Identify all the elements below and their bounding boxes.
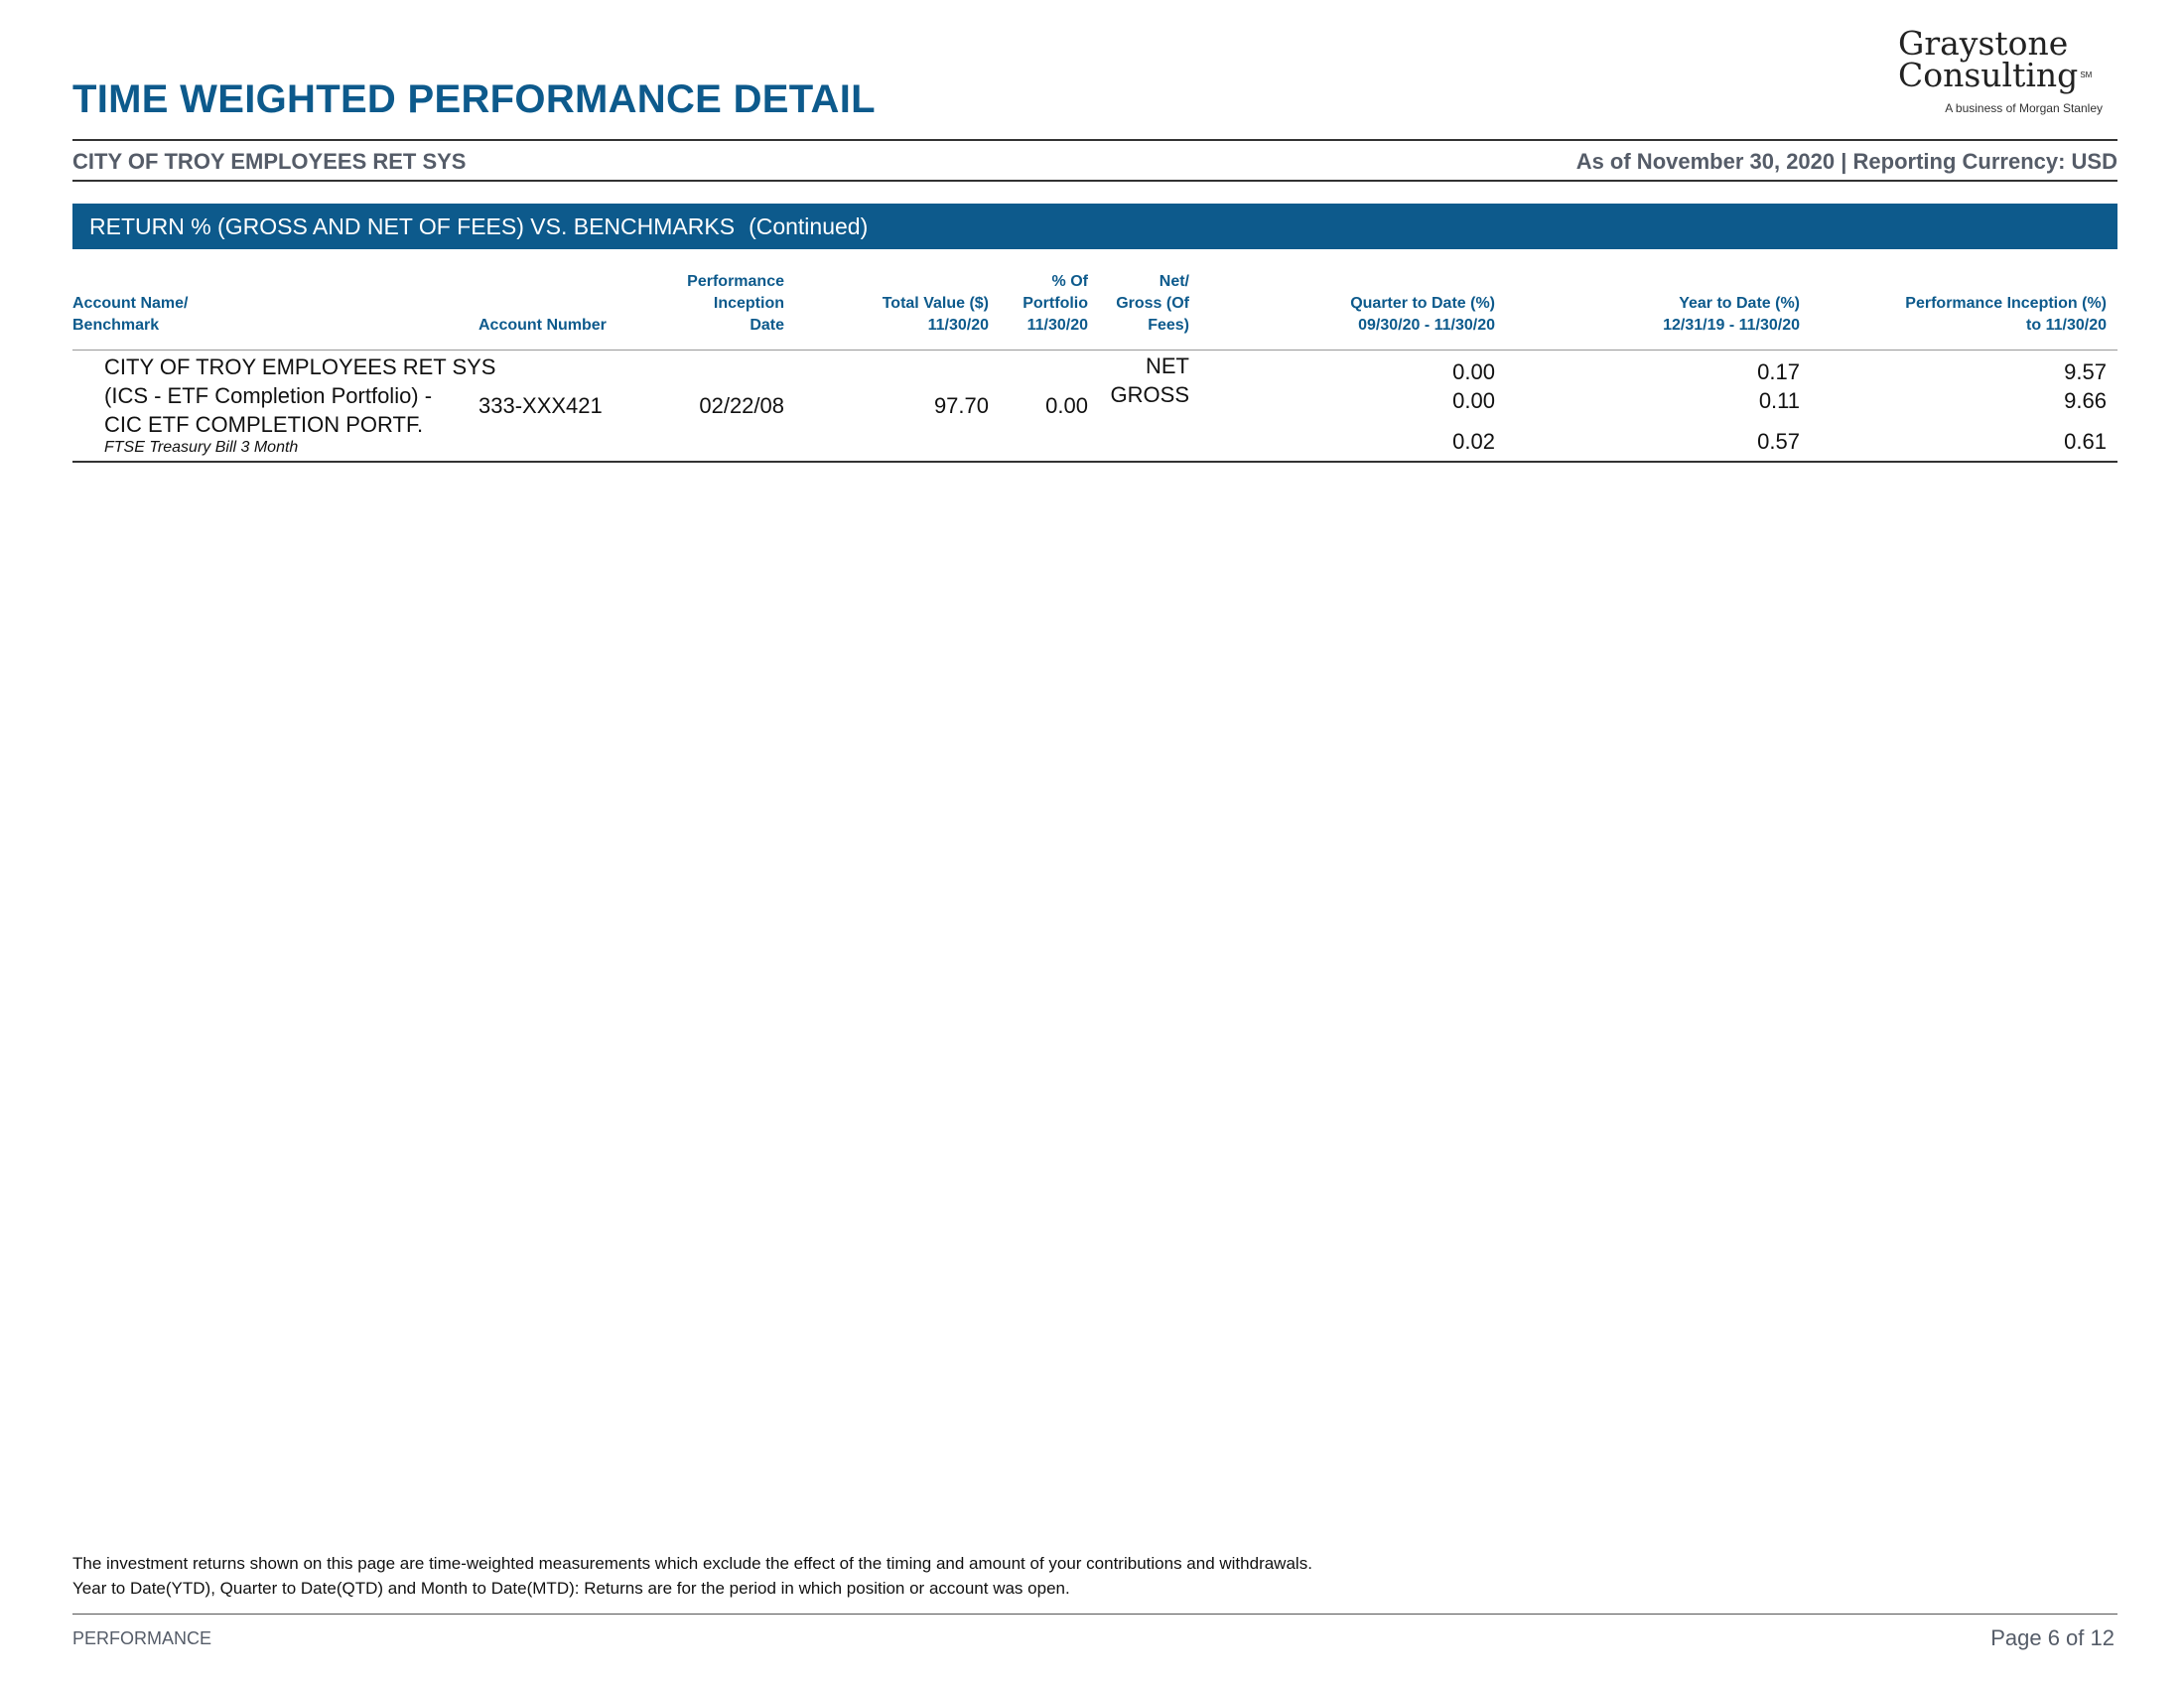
net-inception: 9.57: [2064, 359, 2107, 384]
section-title: RETURN % (GROSS AND NET OF FEES) VS. BENCHMARKS: [89, 213, 736, 239]
col-header-line: Gross (Of: [1116, 295, 1189, 312]
col-header-line: Total Value ($): [882, 295, 989, 312]
gross-qtd: 0.00: [1452, 388, 1495, 413]
col-header-total-value: [883, 293, 989, 337]
col-header-account-number: Account Number: [478, 317, 607, 334]
footer-section: PERFORMANCE: [72, 1628, 212, 1648]
benchmark-qtd: 0.02: [1452, 429, 1495, 454]
account-name-line: CITY OF TROY EMPLOYEES RET SYS: [104, 354, 496, 379]
col-header-pct-portfolio: [1023, 271, 1088, 337]
graystone-logo: [1896, 24, 2115, 115]
benchmark-ytd: 0.57: [1757, 429, 1800, 454]
header-rule-top: [72, 139, 2117, 141]
col-header-line: 11/30/20: [927, 317, 989, 334]
section-continued: (Continued): [749, 213, 869, 239]
col-header-inception-date: [687, 271, 784, 337]
col-header-inception-pct: [1905, 293, 2107, 337]
col-header-line: 12/31/19 - 11/30/20: [1663, 317, 1800, 334]
col-header-line: Year to Date (%): [1679, 295, 1800, 312]
col-header-qtd: [1350, 293, 1495, 337]
page-number: Page 6 of 12: [1990, 1625, 2115, 1650]
col-header-line: 09/30/20 - 11/30/20: [1358, 317, 1495, 334]
subheader: [72, 146, 2117, 178]
col-header-net-gross: [1116, 271, 1189, 337]
col-header-line: Fees): [1148, 317, 1189, 334]
pct-portfolio: 0.00: [1045, 393, 1088, 418]
logo-service-mark: SM: [2080, 70, 2093, 79]
col-header-line: Net/: [1159, 273, 1189, 290]
gross-inception: 9.66: [2064, 388, 2107, 413]
footer-rule: [72, 1614, 2117, 1615]
table-bottom-rule: [72, 461, 2117, 463]
benchmark-name: FTSE Treasury Bill 3 Month: [104, 439, 299, 456]
col-header-line: Benchmark: [72, 317, 160, 334]
logo-subtitle: A business of Morgan Stanley: [1945, 101, 2103, 115]
col-header-line: Performance: [687, 273, 784, 290]
logo-line2-text: Consulting: [1898, 56, 2079, 94]
net-qtd: 0.00: [1452, 359, 1495, 384]
benchmark-inception: 0.61: [2064, 429, 2107, 454]
section-bar: [72, 204, 2117, 249]
client-name: CITY OF TROY EMPLOYEES RET SYS: [72, 149, 467, 174]
logo-line2: [1896, 56, 2115, 94]
footnote-2: Year to Date(YTD), Quarter to Date(QTD) and Month to Date(MTD): Returns are for the period in which position or account was open.: [72, 1579, 1070, 1598]
col-header-line: % Of: [1051, 273, 1088, 290]
col-header-line: Portfolio: [1023, 295, 1088, 312]
net-ytd: 0.17: [1757, 359, 1800, 384]
page-title: TIME WEIGHTED PERFORMANCE DETAIL: [72, 77, 876, 121]
col-header-line: Performance Inception (%): [1905, 295, 2107, 312]
fee-type-net: NET: [1146, 353, 1189, 378]
as-of-date: As of November 30, 2020 | Reporting Currency: USD: [1575, 149, 2117, 174]
header-rule-bottom: [72, 180, 2117, 182]
account-name-line: CIC ETF COMPLETION PORTF.: [104, 412, 424, 437]
col-header-line: Account Name/: [72, 295, 189, 312]
col-header-account-name: [72, 293, 188, 337]
inception-date: 02/22/08: [699, 393, 784, 418]
table-header-rule: [72, 350, 2117, 351]
gross-ytd: 0.11: [1758, 388, 1800, 413]
fee-type-gross: GROSS: [1110, 382, 1189, 407]
logo-line1: Graystone: [1898, 24, 2069, 63]
col-header-ytd: [1663, 293, 1800, 337]
col-header-line: Inception: [713, 295, 784, 312]
col-header-line: Quarter to Date (%): [1350, 295, 1495, 312]
account-number: 333-XXX421: [478, 393, 603, 418]
account-name-line: (ICS - ETF Completion Portfolio) -: [104, 383, 433, 408]
col-header-line: 11/30/20: [1026, 317, 1088, 334]
col-header-line: to 11/30/20: [2026, 317, 2107, 334]
total-value: 97.70: [933, 393, 989, 418]
col-header-line: Date: [750, 317, 784, 334]
footnote-1: The investment returns shown on this page are time-weighted measurements which exclude the effect of the timing and amount of your contributions and withdrawals.: [72, 1554, 1312, 1573]
